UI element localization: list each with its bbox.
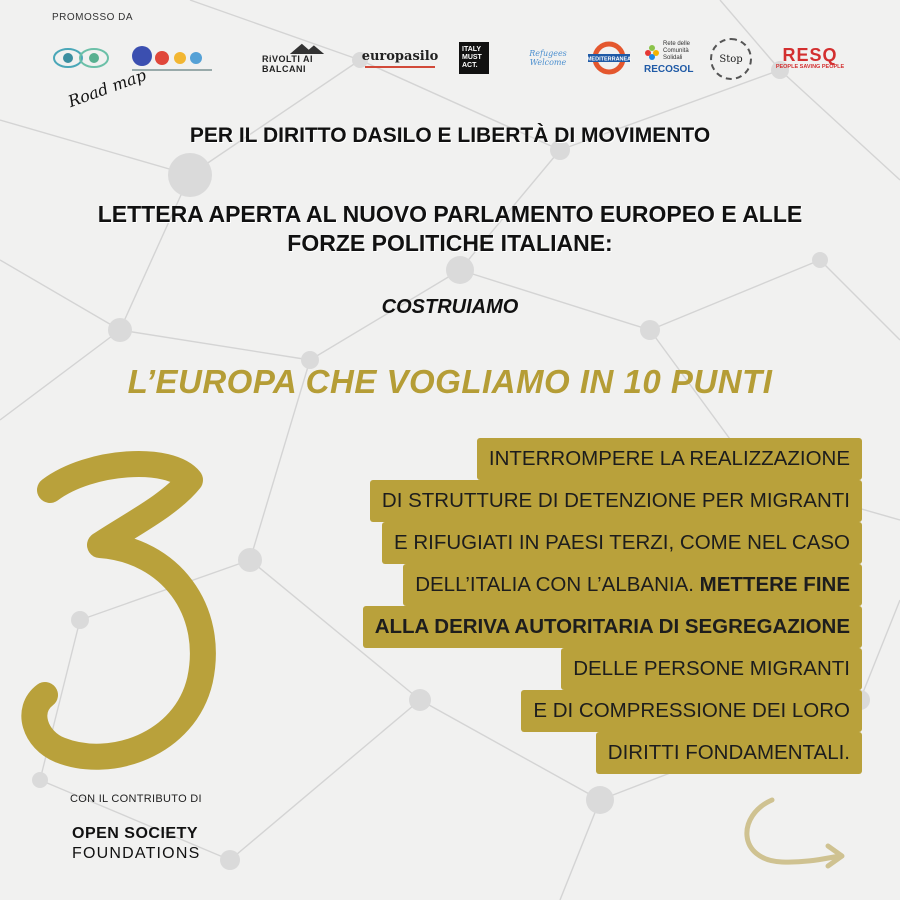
contribution-label: CON IL CONTRIBUTO DI (70, 793, 202, 805)
point-text-block (240, 438, 862, 774)
text-line-1-content: INTERROMPERE LA REALIZZAZIONE (477, 438, 862, 480)
association-logo-eyes (50, 44, 112, 72)
resq-tagline: PEOPLE SAVING PEOPLE (775, 64, 845, 70)
text-line-1 (240, 438, 862, 480)
text-line-2 (240, 480, 862, 522)
text-line-6 (240, 648, 862, 690)
curved-arrow-icon (732, 790, 852, 880)
text-line-5-content (363, 606, 862, 648)
italy-must-act-text: ITALY MUST ACT. (462, 46, 482, 69)
stop-border-violence-logo (710, 38, 752, 80)
promoted-by-label: PROMOSSO DA (52, 12, 134, 23)
mediterranea-logo (586, 40, 632, 76)
stop-text: Stop (719, 53, 743, 65)
resq-logo (772, 42, 848, 74)
refugees-welcome-text: Refugees Welcome (529, 49, 567, 67)
text-line-4 (240, 564, 862, 606)
text-line-5 (240, 606, 862, 648)
promoter-logos (46, 34, 866, 82)
text-line-4-normal: DELL’ITALIA CON L’ALBANIA. (415, 573, 700, 596)
osf-line-1: OPEN SOCIETY (72, 825, 199, 842)
lifebuoy-icon (586, 40, 632, 76)
open-society-foundations-logo (72, 824, 200, 864)
text-line-8 (240, 732, 862, 774)
text-line-6-content: DELLE PERSONE MIGRANTI (561, 648, 862, 690)
europasilo-text: europasilo (361, 48, 439, 64)
text-line-5-bold: ALLA DERIVA AUTORITARIA DI SEGREGAZIONE (374, 615, 850, 638)
text-line-2-content: DI STRUTTURE DI DETENZIONE PER MIGRANTI (370, 480, 862, 522)
text-line-7-content: E DI COMPRESSIONE DEI LORO (521, 690, 862, 732)
subtitle: COSTRUIAMO (381, 296, 519, 318)
recosol-logo (644, 36, 702, 80)
mountain-icon (287, 42, 327, 54)
point-number-graphic (20, 450, 220, 770)
headline: L’EUROPA CHE VOGLIAMO IN 10 PUNTI (127, 363, 773, 400)
open-letter-title (0, 200, 900, 258)
text-line-3 (240, 522, 862, 564)
italy-must-act-logo (459, 42, 489, 74)
text-line-4-content (403, 564, 862, 606)
flower-icon (644, 44, 660, 60)
recosol-text: RECOSOL (644, 64, 694, 75)
text-line-7 (240, 690, 862, 732)
page-title: PER IL DIRITTO DASILO E LIBERTÀ DI MOVIMENTO (189, 124, 711, 147)
rivolti-text: RiVOLTI AI BALCANI (262, 54, 313, 74)
recosol-network-text: Rete delle Comunità Solidali (663, 41, 691, 61)
refugees-welcome-logo (530, 40, 566, 76)
europasilo-underline (365, 66, 435, 68)
road-map-label: Road map (65, 65, 149, 111)
eyes-icon (50, 44, 112, 72)
resq-text: RESQ (782, 45, 838, 65)
text-line-3-content: E RIFUGIATI IN PAESI TERZI, COME NEL CASO (382, 522, 862, 564)
open-letter-line-1: LETTERA APERTA AL NUOVO PARLAMENTO EUROPEO E ALLE (97, 201, 803, 227)
osf-line-2: FOUNDATIONS (72, 845, 201, 862)
europasilo-logo (360, 44, 440, 72)
text-line-8-content: DIRITTI FONDAMENTALI. (596, 732, 862, 774)
mediterranea-text: MEDITERRANEA (586, 56, 632, 63)
rivolti-ai-balcani-logo (262, 42, 352, 74)
open-letter-line-2: FORZE POLITICHE ITALIANE: (287, 230, 613, 256)
text-line-4-bold: METTERE FINE (699, 573, 850, 596)
